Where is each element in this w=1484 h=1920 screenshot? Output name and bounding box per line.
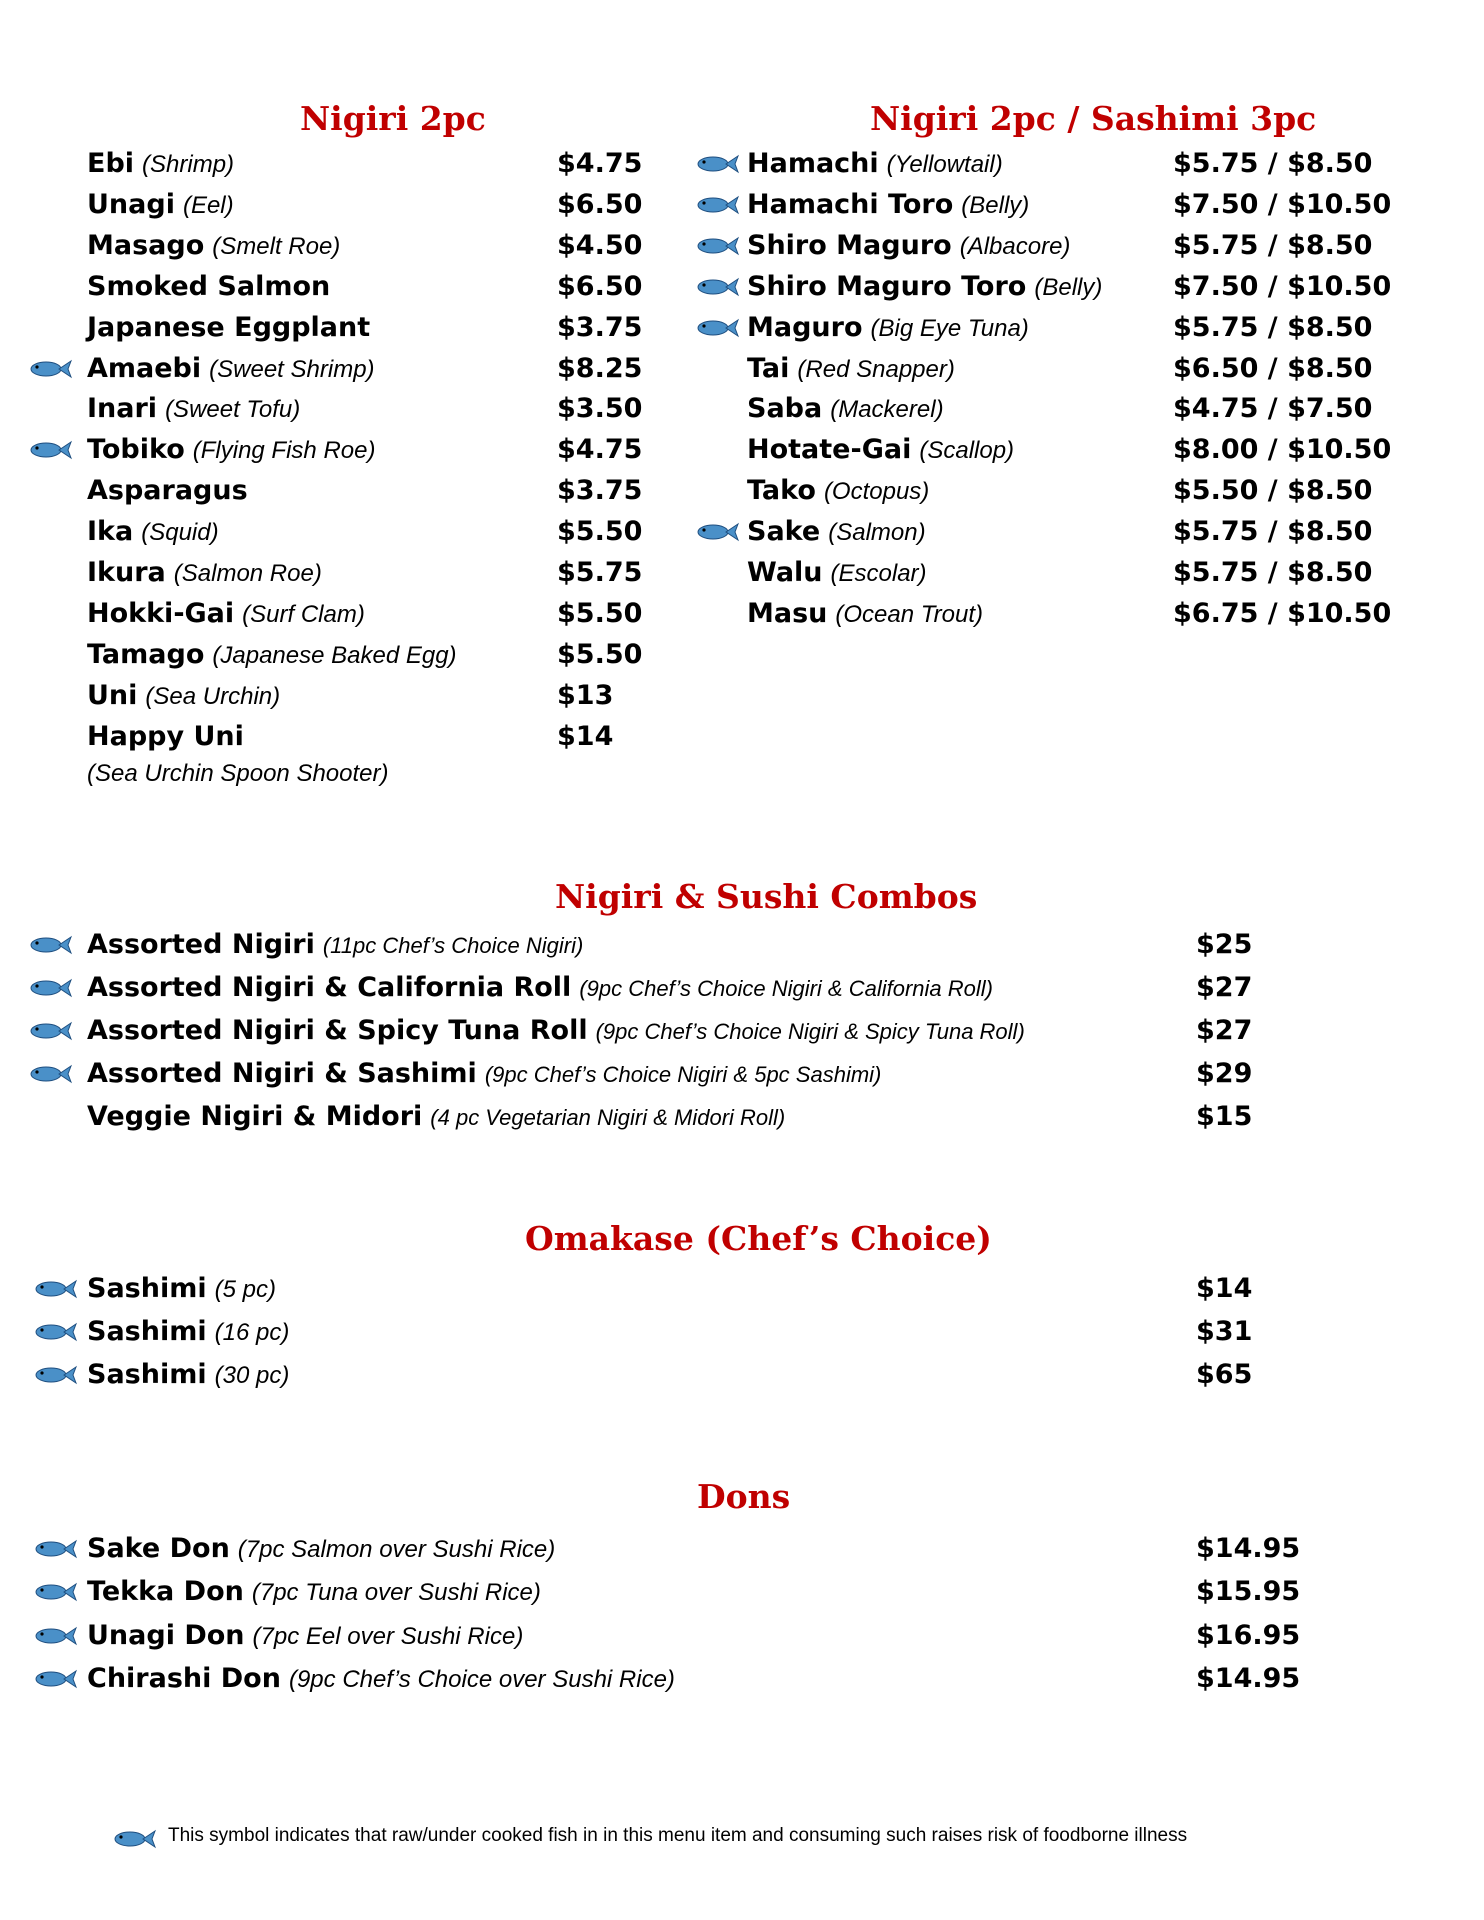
item-price: $5.50 / $8.50 [1173,475,1373,506]
menu-item [747,553,927,593]
fish-icon [695,521,739,543]
footer-note: This symbol indicates that raw/under cooked fish in in this menu item and consuming such raises risk of foodborne illness [168,1825,1188,1846]
item-description: (Octopus) [823,478,930,505]
section-heading-nigiri: Nigiri 2pc [300,99,486,138]
item-name: Hokki-Gai [87,598,235,629]
item-description: (Smelt Roe) [212,233,341,260]
menu-item [87,676,280,716]
menu-item [747,226,1070,266]
menu-item [747,308,1029,348]
fish-icon [695,235,739,257]
menu-item [87,1054,881,1094]
item-price: $4.75 [557,148,643,179]
item-description: (7pc Salmon over Sushi Rice) [237,1536,556,1563]
item-description: (11pc Chef’s Choice Nigiri) [322,933,584,958]
item-name: Unagi Don [87,1620,245,1651]
item-price: $5.75 [557,557,643,588]
item-price: $3.50 [557,393,643,424]
item-description: (Ocean Trout) [835,601,983,628]
item-name: Maguro [747,312,863,343]
item-price: $25 [1196,929,1253,960]
item-name: Sake Don [87,1533,230,1564]
item-price: $5.50 [557,598,643,629]
item-name: Tekka Don [87,1576,244,1607]
fish-icon [695,276,739,298]
menu-item [87,308,370,348]
item-description: (5 pc) [214,1276,276,1303]
section-heading-omakase: Omakase (Chef’s Choice) [525,1219,992,1258]
item-price: $5.75 / $8.50 [1173,557,1373,588]
item-name: Sashimi [87,1273,207,1304]
menu-item [87,430,375,470]
item-name: Shiro Maguro [747,230,952,261]
item-name: Unagi [87,189,175,220]
menu-item [87,1529,555,1569]
menu-item [747,594,983,634]
item-description: (Sweet Shrimp) [209,356,375,383]
item-description: (4 pc Vegetarian Nigiri & Midori Roll) [430,1105,786,1130]
item-name: Shiro Maguro Toro [747,271,1027,302]
item-description: (9pc Chef’s Choice Nigiri & 5pc Sashimi) [484,1062,882,1087]
item-description: (Flying Fish Roe) [192,437,376,464]
fish-icon [28,1063,72,1085]
item-description: (Eel) [182,192,234,219]
menu-item [87,594,365,634]
menu-item [87,512,219,552]
item-description: (30 pc) [214,1362,290,1389]
item-description: (Sea Urchin) [145,683,281,710]
item-name: Ikura [87,557,166,588]
menu-item [87,1659,675,1699]
menu-item [87,1572,541,1612]
menu-item [87,1355,289,1395]
item-name: Hotate-Gai [747,434,912,465]
menu-item [87,349,375,389]
item-price: $13 [557,680,614,711]
menu-item [87,267,330,307]
item-price: $65 [1196,1359,1253,1390]
item-price: $6.50 [557,271,643,302]
item-name: Masu [747,598,828,629]
item-description: (Sweet Tofu) [165,396,301,423]
menu-item [747,430,1014,470]
menu-item [87,968,993,1008]
menu-item [87,144,234,184]
item-description: (7pc Eel over Sushi Rice) [252,1623,524,1650]
item-price: $4.75 [557,434,643,465]
item-name: Tai [747,353,790,384]
item-price: $14 [1196,1273,1253,1304]
item-price: $15.95 [1196,1576,1301,1607]
item-name: Assorted Nigiri & California Roll [87,972,572,1003]
happy-uni-note: (Sea Urchin Spoon Shooter) [87,760,389,787]
item-name: Tamago [87,639,205,670]
item-price: $3.75 [557,312,643,343]
menu-item [87,553,322,593]
menu-item [87,471,248,511]
fish-icon [28,439,72,461]
item-description: (Japanese Baked Egg) [212,642,457,669]
menu-item [747,512,926,552]
menu-item [747,144,1003,184]
menu-item [747,267,1102,307]
menu-item [87,1097,785,1137]
item-price: $27 [1196,972,1253,1003]
fish-icon [695,194,739,216]
menu-item [87,389,300,429]
fish-icon [33,1321,77,1343]
fish-icon [695,153,739,175]
item-description: (Red Snapper) [797,356,955,383]
fish-icon [28,358,72,380]
item-name: Assorted Nigiri [87,929,315,960]
fish-icon [28,934,72,956]
menu-item [747,389,944,429]
fish-icon [28,977,72,999]
item-description: (Albacore) [959,233,1071,260]
item-price: $8.00 / $10.50 [1173,434,1392,465]
item-description: (9pc Chef’s Choice over Sushi Rice) [288,1666,675,1693]
item-price: $5.75 / $8.50 [1173,148,1373,179]
item-price: $5.50 [557,516,643,547]
item-name: Hamachi [747,148,879,179]
section-heading-combos: Nigiri & Sushi Combos [555,877,978,916]
menu-item [87,635,457,675]
item-description: (9pc Chef’s Choice Nigiri & California Roll) [579,976,993,1001]
item-price: $6.75 / $10.50 [1173,598,1392,629]
item-name: Masago [87,230,205,261]
menu-item [747,349,955,389]
fish-icon [112,1828,156,1850]
item-description: (Scallop) [919,437,1015,464]
item-description: (Salmon) [828,519,926,546]
item-price: $29 [1196,1058,1253,1089]
fish-icon [695,317,739,339]
item-description: (Shrimp) [142,151,235,178]
fish-icon [33,1668,77,1690]
item-name: Uni [87,680,138,711]
item-name: Ebi [87,148,135,179]
item-name: Sashimi [87,1359,207,1390]
item-price: $5.75 / $8.50 [1173,516,1373,547]
item-price: $5.50 [557,639,643,670]
menu-item [87,1312,289,1352]
menu-item [87,717,244,757]
item-description: (9pc Chef’s Choice Nigiri & Spicy Tuna Roll) [595,1019,1025,1044]
item-name: Veggie Nigiri & Midori [87,1101,423,1132]
item-name: Inari [87,393,158,424]
item-name: Assorted Nigiri & Sashimi [87,1058,477,1089]
menu-item [87,1616,523,1656]
fish-icon [28,1020,72,1042]
item-name: Asparagus [87,475,248,506]
menu-item [747,185,1029,225]
fish-icon [33,1538,77,1560]
item-price: $3.75 [557,475,643,506]
item-name: Tako [747,475,816,506]
item-name: Hamachi Toro [747,189,954,220]
item-name: Smoked Salmon [87,271,331,302]
item-price: $7.50 / $10.50 [1173,189,1392,220]
item-price: $15 [1196,1101,1253,1132]
item-price: $4.50 [557,230,643,261]
item-name: Walu [747,557,823,588]
item-description: (Mackerel) [830,396,944,423]
fish-icon [33,1625,77,1647]
fish-icon [33,1278,77,1300]
item-description: (Belly) [1034,274,1103,301]
menu-item [747,471,929,511]
item-name: Japanese Eggplant [87,312,371,343]
item-price: $6.50 / $8.50 [1173,353,1373,384]
item-name: Sashimi [87,1316,207,1347]
item-price: $5.75 / $8.50 [1173,312,1373,343]
menu-item [87,925,583,965]
item-description: (Big Eye Tuna) [870,315,1029,342]
item-name: Happy Uni [87,721,244,752]
menu-item [87,1011,1025,1051]
item-description: (7pc Tuna over Sushi Rice) [251,1579,541,1606]
item-price: $14.95 [1196,1663,1301,1694]
item-price: $6.50 [557,189,643,220]
item-name: Amaebi [87,353,202,384]
item-price: $14.95 [1196,1533,1301,1564]
item-description: (Yellowtail) [886,151,1003,178]
item-name: Assorted Nigiri & Spicy Tuna Roll [87,1015,588,1046]
item-price: $8.25 [557,353,643,384]
item-description: (Escolar) [830,560,927,587]
item-name: Sake [747,516,821,547]
item-name: Ika [87,516,134,547]
item-description: (16 pc) [214,1319,290,1346]
menu-item [87,1269,276,1309]
item-price: $4.75 / $7.50 [1173,393,1373,424]
item-description: (Belly) [961,192,1030,219]
item-description: (Salmon Roe) [173,560,322,587]
item-name: Chirashi Don [87,1663,281,1694]
item-name: Tobiko [87,434,185,465]
section-heading-nigiri-sashimi: Nigiri 2pc / Sashimi 3pc [870,99,1317,138]
item-price: $5.75 / $8.50 [1173,230,1373,261]
section-heading-dons: Dons [697,1477,791,1516]
item-price: $27 [1196,1015,1253,1046]
item-name: Saba [747,393,823,424]
item-description: (Surf Clam) [242,601,365,628]
menu-item [87,185,234,225]
item-price: $7.50 / $10.50 [1173,271,1392,302]
menu-item [87,226,340,266]
item-price: $14 [557,721,614,752]
item-price: $31 [1196,1316,1253,1347]
item-description: (Squid) [141,519,219,546]
fish-icon [33,1581,77,1603]
item-price: $16.95 [1196,1620,1301,1651]
fish-icon [33,1364,77,1386]
